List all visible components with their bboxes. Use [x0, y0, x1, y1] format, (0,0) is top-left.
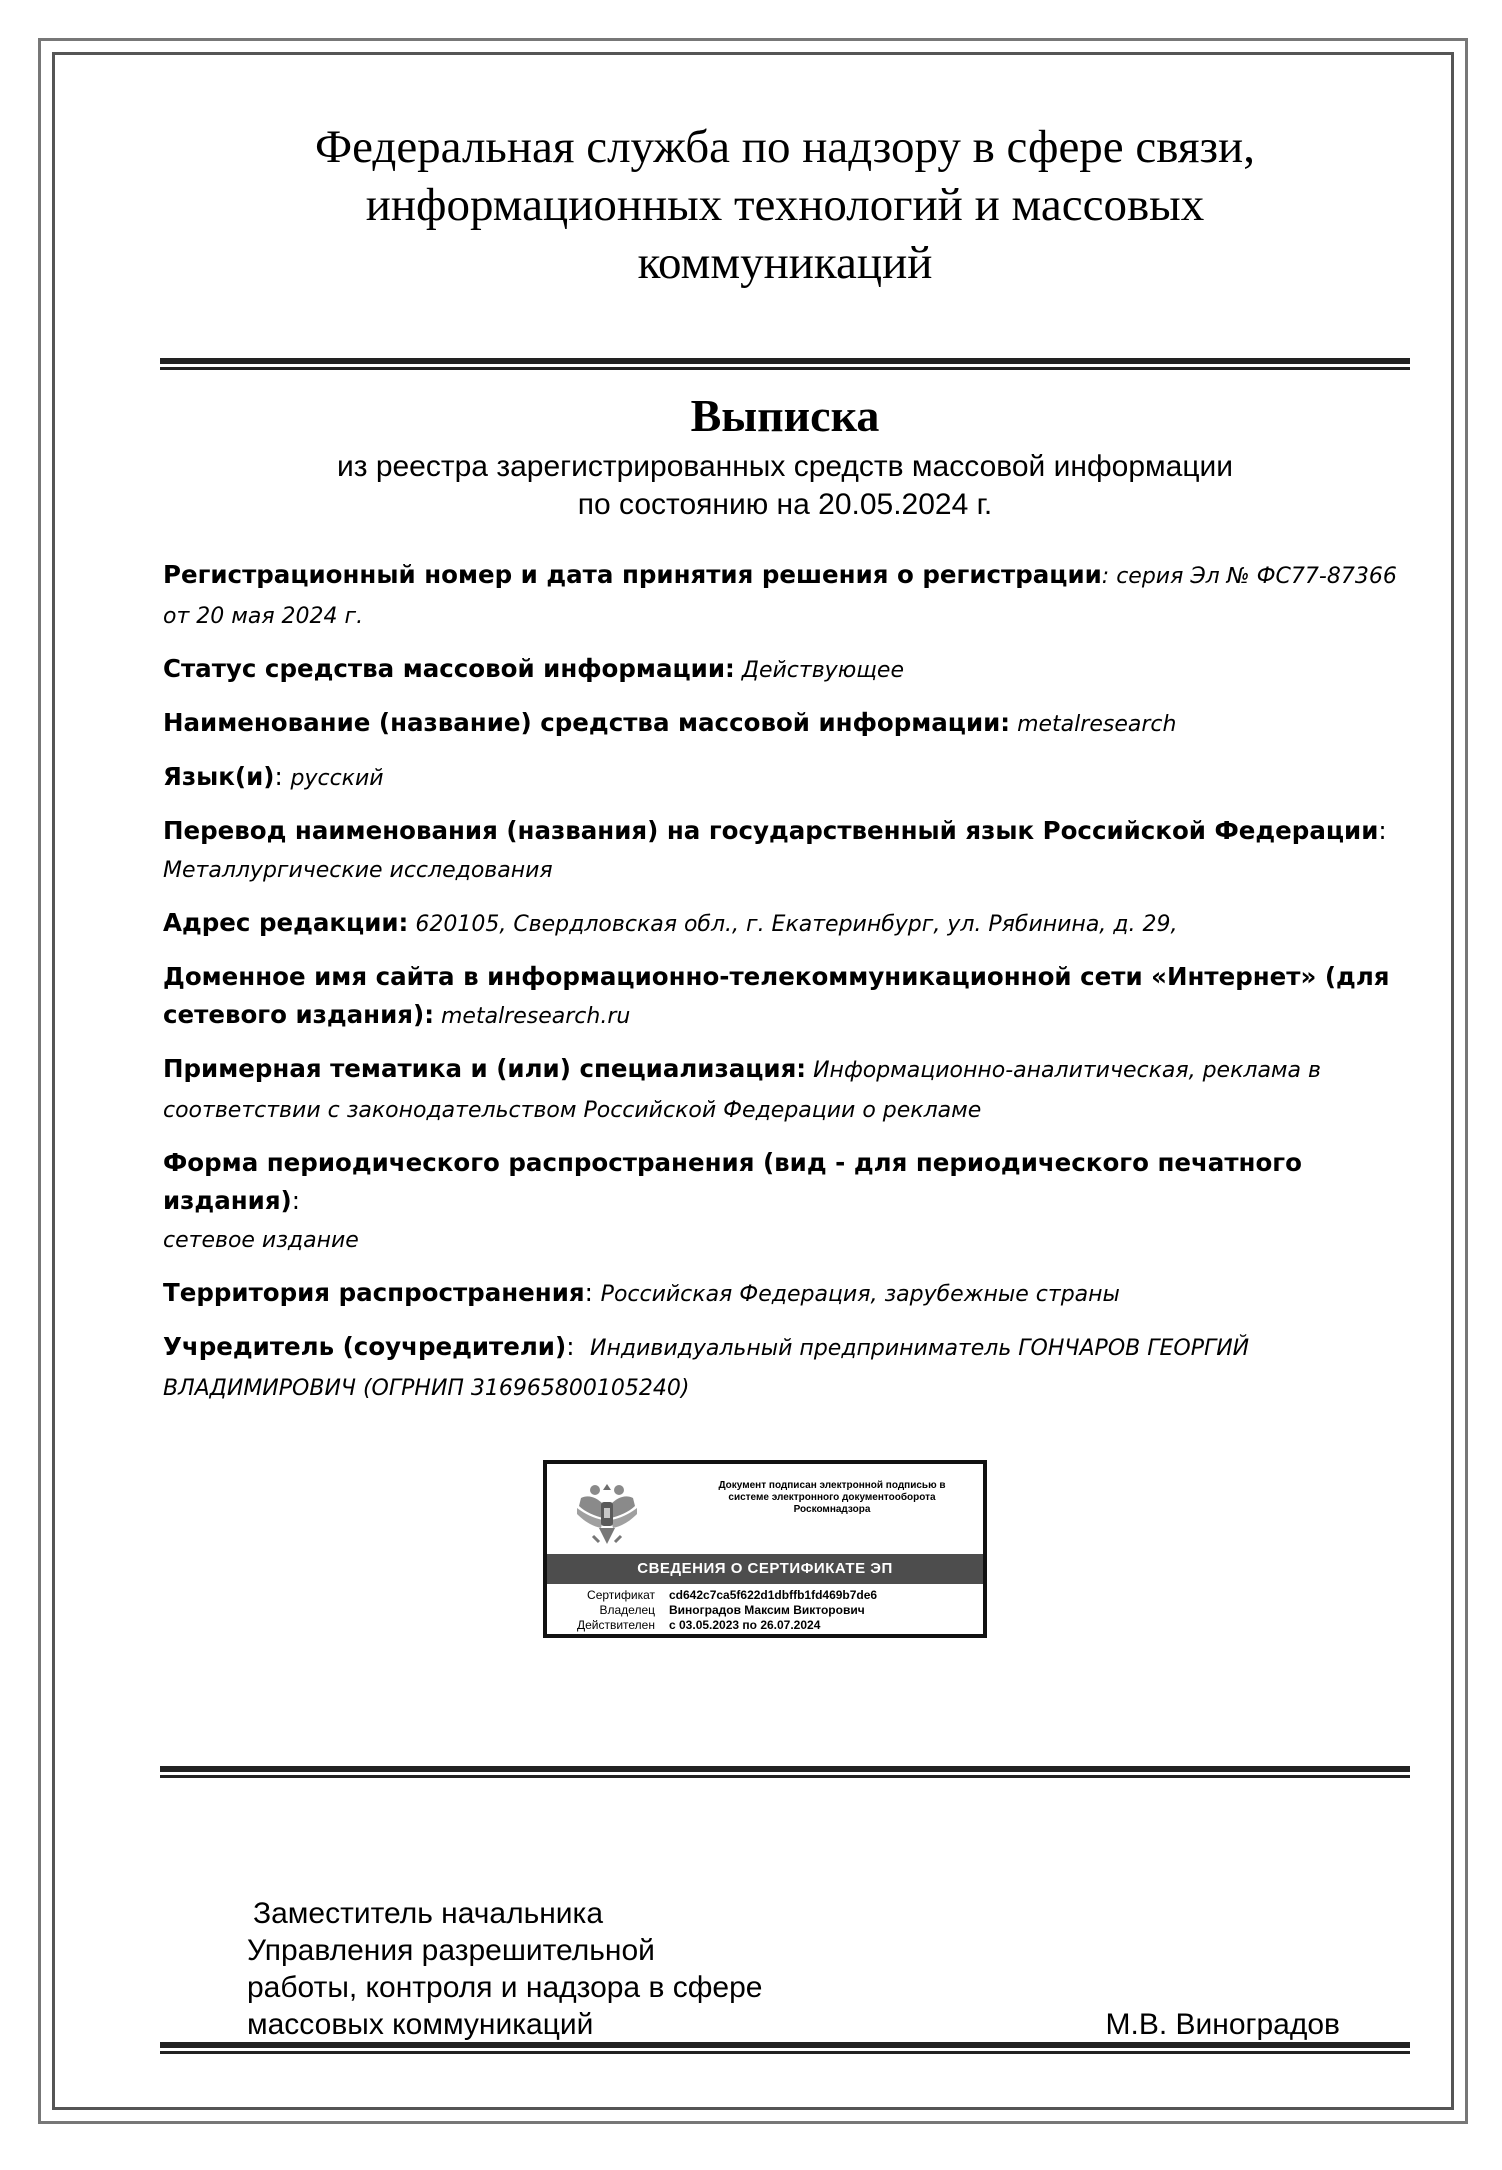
- signatory-position: [247, 1895, 847, 2043]
- entry-value: русский: [290, 766, 384, 791]
- entry-translation: [163, 812, 1413, 890]
- entry-value: Индивидуальный предприниматель ГОНЧАРОВ ГЕОРГИЙ ВЛАДИМИРОВИЧ (ОГРНИП 316965800105240): [163, 1336, 1250, 1401]
- entry-separator: :: [1101, 564, 1110, 589]
- agency-line: Федеральная служба по надзору в сфере связи,: [315, 121, 1255, 173]
- footer-divider: [160, 1766, 1410, 1778]
- entry-registration-number: [163, 556, 1413, 636]
- entry-label: Язык(и): [163, 762, 275, 791]
- entry-label: Статус средства массовой информации:: [163, 654, 735, 683]
- agency-line: информационных технологий и массовых: [365, 179, 1205, 231]
- entry-separator: :: [274, 762, 291, 791]
- signed-notice-line: Роскомнадзора: [793, 1504, 871, 1515]
- entry-address: [163, 904, 1413, 944]
- signatory-name: М.В. Виноградов: [1105, 2008, 1340, 2041]
- entry-domain: [163, 958, 1413, 1036]
- certificate-row: [547, 1618, 983, 1633]
- certificate-details: [547, 1588, 983, 1633]
- signed-notice-line: системе электронного документооборота: [728, 1492, 936, 1503]
- entry-label: Примерная тематика и (или) специализация:: [163, 1054, 807, 1083]
- entry-language: [163, 758, 1413, 798]
- entry-label: Учредитель (соучредители): [163, 1332, 567, 1361]
- electronic-signature-stamp: [543, 1460, 987, 1638]
- entry-separator: :: [584, 1278, 601, 1307]
- entry-value: 620105, Свердловская обл., г. Екатеринбург, ул. Рябинина, д. 29,: [408, 912, 1178, 937]
- entry-label: Перевод наименования (названия) на государственный язык Российской Федерации: [163, 816, 1379, 845]
- certificate-row-key: Владелец: [599, 1603, 655, 1617]
- entry-value: Действующее: [734, 658, 905, 683]
- entry-media-name: [163, 704, 1413, 744]
- entry-label: Доменное имя сайта в информационно-телекоммуникационной сети «Интернет» (для сетевого издания):: [163, 962, 1390, 1029]
- entry-separator: :: [291, 1186, 301, 1215]
- entry-label: Наименование (название) средства массовой информации:: [163, 708, 1011, 737]
- entry-value: metalresearch.ru: [434, 1004, 631, 1029]
- document-subtitle: [150, 448, 1420, 524]
- entry-founder: [163, 1328, 1413, 1408]
- entry-value: сетевое издание: [163, 1228, 359, 1253]
- subtitle-line: из реестра зарегистрированных средств массовой информации: [336, 450, 1234, 483]
- bottom-divider: [160, 2042, 1410, 2054]
- certificate-row-key: Действителен: [576, 1618, 655, 1632]
- entry-status: [163, 650, 1413, 690]
- position-line: работы, контроля и надзора в сфере: [247, 1971, 763, 2004]
- entry-value: Информационно-аналитическая, реклама в соответствии с законодательством Российской Федерации о рекламе: [163, 1058, 1321, 1123]
- signed-notice-line: Документ подписан электронной подписью в: [718, 1480, 946, 1491]
- entry-value: Металлургические исследования: [163, 858, 553, 883]
- agency-line: коммуникаций: [637, 237, 933, 289]
- registry-entries: [163, 556, 1413, 1422]
- header-divider: [160, 358, 1410, 370]
- entry-topics: [163, 1050, 1413, 1130]
- certificate-row-key: Сертификат: [587, 1588, 655, 1602]
- entry-label: Форма периодического распространения (вид - для периодического печатного издания): [163, 1148, 1302, 1215]
- signed-notice: [687, 1480, 977, 1516]
- double-headed-eagle-emblem-icon: [575, 1478, 639, 1550]
- position-line: массовых коммуникаций: [247, 2008, 594, 2041]
- entry-label: Регистрационный номер и дата принятия решения о регистрации: [163, 560, 1102, 589]
- entry-value: Российская Федерация, зарубежные страны: [600, 1282, 1120, 1307]
- agency-name: [150, 118, 1420, 292]
- position-line: Управления разрешительной: [247, 1934, 655, 1967]
- entry-territory: [163, 1274, 1413, 1314]
- certificate-row: [547, 1603, 983, 1618]
- entry-label: Адрес редакции:: [163, 908, 409, 937]
- entry-separator: :: [1378, 816, 1387, 845]
- certificate-row-value: с 03.05.2023 по 26.07.2024: [669, 1618, 821, 1632]
- entry-value: серия Эл № ФС77-87366 от 20 мая 2024 г.: [163, 564, 1397, 629]
- entry-label: Территория распространения: [163, 1278, 585, 1307]
- certificate-band-title: СВЕДЕНИЯ О СЕРТИФИКАТЕ ЭП: [547, 1554, 983, 1584]
- position-line: Заместитель начальника: [253, 1897, 604, 1930]
- subtitle-line: по состоянию на 20.05.2024 г.: [577, 488, 993, 521]
- entry-distribution-form: [163, 1144, 1413, 1260]
- certificate-row-value: cd642c7ca5f622d1dbffb1fd469b7de6: [669, 1588, 878, 1602]
- entry-separator: :: [566, 1332, 591, 1361]
- certificate-row-value: Виноградов Максим Викторович: [669, 1603, 865, 1617]
- entry-value: metalresearch: [1010, 712, 1177, 737]
- certificate-row: [547, 1588, 983, 1603]
- document-title: Выписка: [690, 390, 880, 441]
